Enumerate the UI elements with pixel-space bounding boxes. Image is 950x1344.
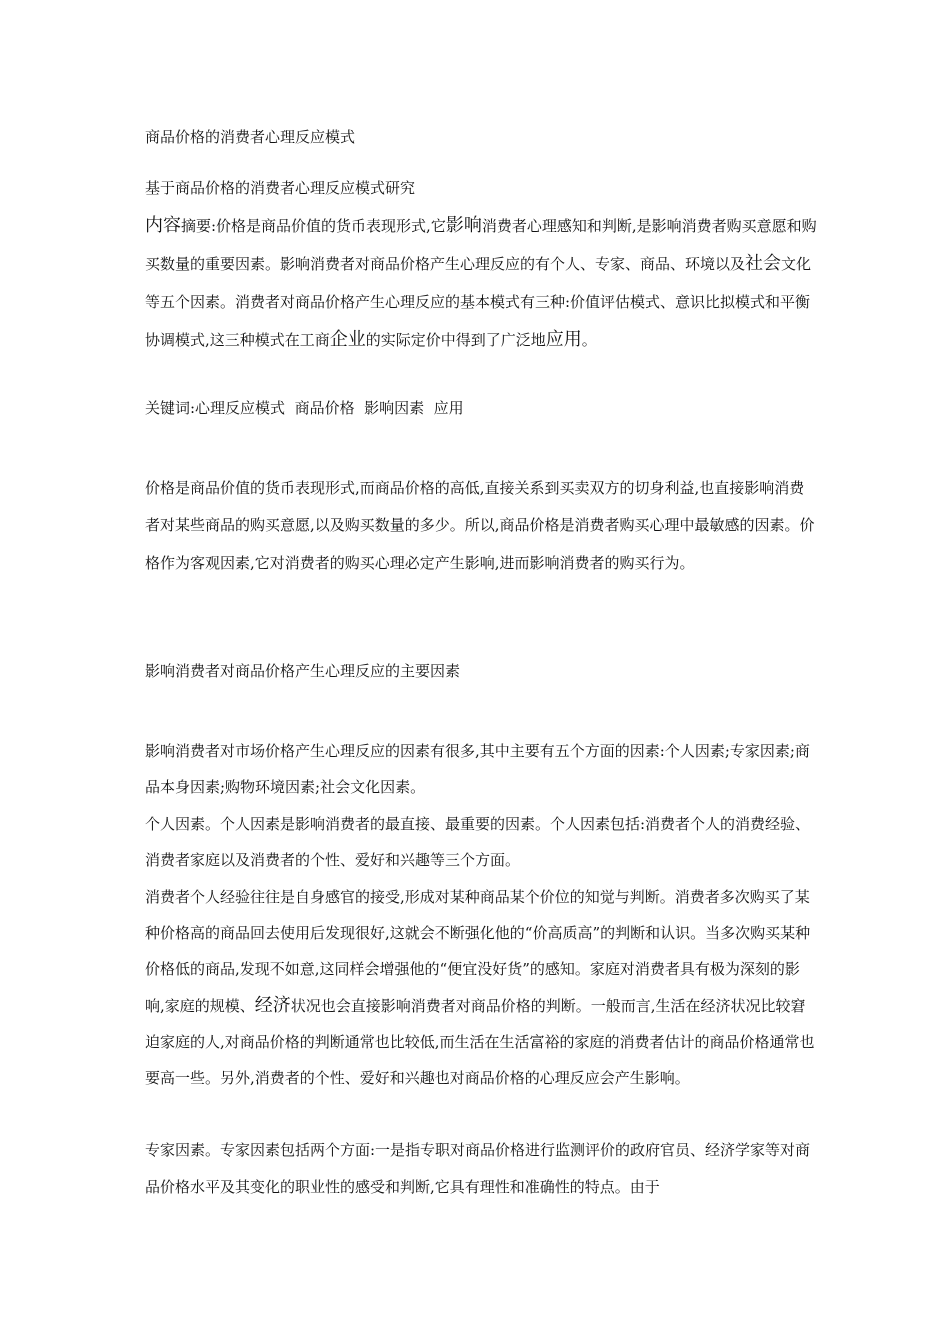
abstract-label-text: 摘要:价格是商品价值的货币表现形式,它 bbox=[181, 217, 446, 235]
abstract-text-3: 的实际定价中得到了广泛地 bbox=[365, 330, 546, 349]
abstract-text-2: 文化等五个因素。消费者对商品价格产生心理反应的基本模式有三种:价值评估模式、意识比拟模式和平衡协调模式,这三种模式在工商 bbox=[145, 255, 812, 349]
abstract-text-1: 消费者心理感知和判断,是影响消费者购买意愿和购买数量的重要因素。影响消费者对商品价格产生心理反应的有个人、专家、商品、环境以及 bbox=[145, 217, 817, 274]
experience-paragraph bbox=[145, 879, 817, 1096]
abstract-label-large: 内容 bbox=[145, 215, 181, 236]
document-title: 商品价格的消费者心理反应模式 bbox=[145, 128, 356, 146]
document-subtitle: 基于商品价格的消费者心理反应模式研究 bbox=[145, 179, 416, 197]
experience-word-economy: 经济 bbox=[254, 994, 291, 1016]
abstract-word-society: 社会 bbox=[745, 253, 782, 275]
factors-paragraph: 影响消费者对市场价格产生心理反应的因素有很多,其中主要有五个方面的因素:个人因素;专家因素;商品本身因素;购物环境因素;社会文化因素。 bbox=[145, 742, 810, 796]
expert-factor-paragraph: 专家因素。专家因素包括两个方面:一是指专职对商品价格进行监测评价的政府官员、经济学家等对商品价格水平及其变化的职业性的感受和判断,它具有理性和准确性的特点。由于 bbox=[145, 1141, 811, 1196]
intro-paragraph: 价格是商品价值的货币表现形式,而商品价格的高低,直接关系到买卖双方的切身利益,也直接影响消费者对某些商品的购买意愿,以及购买数量的多少。所以,商品价格是消费者购买心理中最敏感的因素。价格作为客观因素,它对消费者的购买心理必定产生影响,进而影响消费者的购买行为。 bbox=[145, 479, 815, 572]
abstract-text-4: 。 bbox=[581, 330, 597, 349]
abstract-paragraph bbox=[145, 207, 817, 359]
section-heading: 影响消费者对商品价格产生心理反应的主要因素 bbox=[145, 662, 461, 680]
experience-text-2: 状况也会直接影响消费者对商品价格的判断。一般而言,生活在经济状况比较窘迫家庭的人,对商品价格的判断通常也比较低,而生活在生活富裕的家庭的消费者估计的商品价格通常也要高一些。另外,消费者的个性、爱好和兴趣也对商品价格的心理反应会产生影响。 bbox=[145, 996, 815, 1088]
personal-factor-paragraph: 个人因素。个人因素是影响消费者的最直接、最重要的因素。个人因素包括:消费者个人的消费经验、消费者家庭以及消费者的个性、爱好和兴趣等三个方面。 bbox=[145, 815, 811, 869]
abstract-word-enterprise: 企业 bbox=[329, 328, 366, 350]
keywords-line: 关键词:心理反应模式 商品价格 影响因素 应用 bbox=[145, 399, 464, 417]
abstract-word-application: 应用 bbox=[545, 328, 582, 350]
abstract-word-influence: 影响 bbox=[445, 215, 482, 236]
experience-text-1: 消费者个人经验往往是自身感官的接受,形成对某种商品某个价位的知觉与判断。消费者多次购买了某种价格高的商品回去使用后发现很好,这就会不断强化他的“价高质高”的判断和认识。当多次购买某种价格低的商品,发现不如意,这同样会增强他的“便宜没好货”的感知。家庭对消费者具有极为深刻的影响,家庭的规模、 bbox=[145, 888, 811, 1015]
